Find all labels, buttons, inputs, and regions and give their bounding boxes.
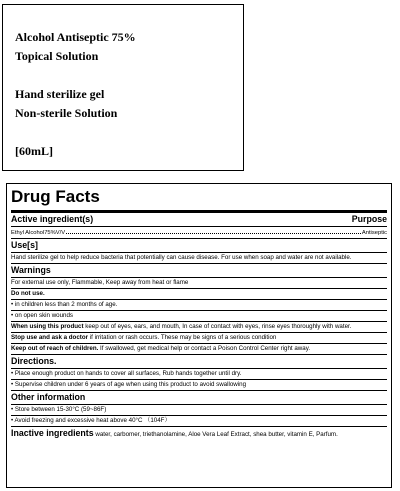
front-label xyxy=(2,4,244,171)
active-ingredient-row xyxy=(11,227,387,239)
drug-facts-title: Drug Facts xyxy=(11,184,387,213)
inactive-heading: Inactive ingredients xyxy=(11,428,94,438)
directions-item: • Supervise children under 6 years of age when using this product to avoid swallowing xyxy=(11,380,387,391)
uses-heading: Use[s] xyxy=(11,239,387,253)
when-using-row xyxy=(11,322,387,333)
product-volume: [60mL] xyxy=(15,144,53,158)
drug-facts-panel xyxy=(6,183,392,488)
inactive-text: water, carbomer, triethanolamine, Aloe Vera Leaf Extract, shea butter, vitamin E, Parfum. xyxy=(93,431,338,438)
product-sterility: Non-sterile Solution xyxy=(15,106,118,120)
when-using-label: When using this product xyxy=(11,323,84,330)
do-not-use-item: • on open skin wounds xyxy=(11,311,387,322)
active-ingredient: Ethyl Alcohol75%V/V xyxy=(11,230,66,236)
uses-text: Hand sterilize gel to help reduce bacteria that potentially can cause disease. For use when soap and water are not available. xyxy=(11,253,387,264)
inactive-ingredients-row xyxy=(11,427,387,441)
product-type: Topical Solution xyxy=(15,49,99,63)
purpose-value: Antiseptic xyxy=(361,230,387,236)
dot-leader xyxy=(66,227,361,234)
purpose-heading: Purpose xyxy=(351,214,387,224)
do-not-use-item: • in children less than 2 months of age. xyxy=(11,300,387,311)
stop-use-label: Stop use and ask a doctor xyxy=(11,334,89,341)
other-info-heading: Other information xyxy=(11,391,387,405)
product-name: Alcohol Antiseptic 75% xyxy=(15,30,136,44)
do-not-use-heading: Do not use. xyxy=(11,289,387,300)
directions-heading: Directions. xyxy=(11,355,387,369)
directions-item: • Place enough product on hands to cover all surfaces, Rub hands together until dry. xyxy=(11,369,387,380)
keep-out-row xyxy=(11,344,387,355)
stop-use-text: if irritation or rash occurs. These may be signs of a serious condition xyxy=(88,334,277,341)
when-using-text: keep out of eyes, ears, and mouth, In case of contact with eyes, rinse eyes thoroughly with water. xyxy=(83,323,352,330)
warnings-heading: Warnings xyxy=(11,264,387,278)
active-heading: Active ingredient(s) xyxy=(11,214,94,224)
warnings-text: For external use only, Flammable, Keep away from heat or flame xyxy=(11,278,387,289)
keep-out-label: Keep out of reach of children. xyxy=(11,345,99,352)
other-info-item: • Avoid freezing and excessive heat above 40°C （104F） xyxy=(11,416,387,427)
keep-out-text: If swallowed, get medical help or contact a Poison Control Center right away. xyxy=(98,345,311,352)
stop-use-row xyxy=(11,333,387,344)
other-info-item: • Store between 15-30°C (59~86F) xyxy=(11,405,387,416)
active-ingredient-header xyxy=(11,213,387,227)
product-use: Hand sterilize gel xyxy=(15,87,105,101)
